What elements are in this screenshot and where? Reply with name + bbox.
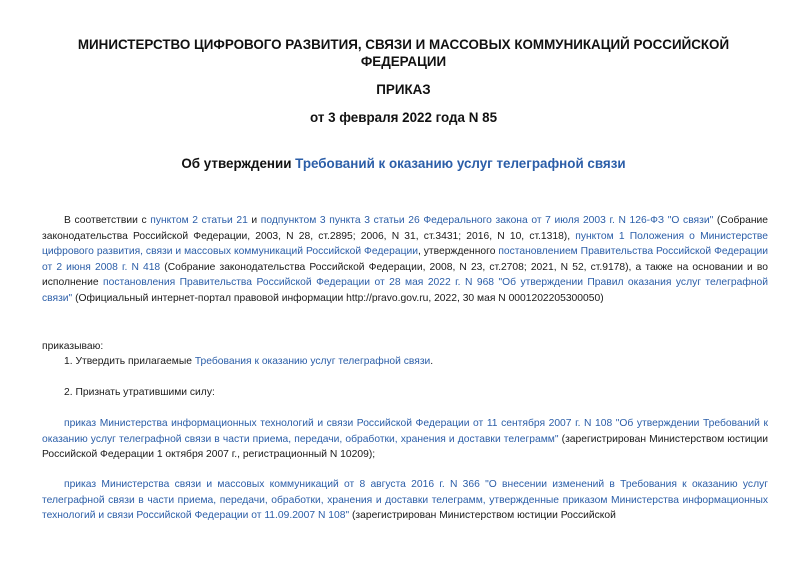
item-1-prefix: 1. Утвердить прилагаемые: [64, 356, 195, 367]
preamble-text: (Собрание законодательства Российской Федерации, 2008, N 23, ст.2708; 2021, N 52, ст.9178), а также на основании и во исполнение: [42, 261, 768, 288]
document-date: от 3 февраля 2022 года N 85: [309, 110, 498, 125]
ministry-title: МИНИСТЕРСТВО ЦИФРОВОГО РАЗВИТИЯ, СВЯЗИ И МАССОВЫХ КОММУНИКАЦИЙ РОССИЙСКОЙ ФЕДЕРАЦИИ: [77, 37, 730, 69]
preamble-paragraph: [42, 213, 768, 306]
government-decree-418-link[interactable]: постановлением Правительства Российской Федерации от 2 июня 2008 г. N 418: [42, 246, 768, 273]
preamble-text: В соответствии с: [64, 215, 151, 226]
government-decree-968-link[interactable]: постановления Правительства Российской Федерации от 28 мая 2022 г. N 968 "Об утверждении Правил оказания услуг телеграфной связи": [42, 277, 768, 304]
preamble-text: (Собрание законодательства Российской Федерации, 2003, N 28, ст.2895; 2006, N 31, ст.3431; 2016, N 10, ст.1318),: [42, 215, 768, 242]
item-2: 2. Признать утратившими силу:: [64, 387, 215, 398]
federal-law-link[interactable]: подпунктом 3 пункта 3 статьи 26 Федерального закона от 7 июля 2003 г. N 126-ФЗ "О связи": [260, 215, 714, 226]
repeal-item-2: [42, 477, 768, 524]
repeal-2-text: (зарегистрирован Министерством юстиции Российской: [349, 510, 616, 521]
document-type: ПРИКАЗ: [376, 82, 431, 97]
item-1-suffix: .: [430, 356, 434, 367]
orders-word: приказываю:: [42, 341, 104, 352]
item-1: [42, 354, 768, 370]
preamble-text: (Официальный интернет-портал правовой информации http://pravo.gov.ru, 2022, 30 мая N 0001202205300050): [72, 292, 604, 304]
subject-prefix: Об утверждении: [181, 156, 296, 171]
requirements-link[interactable]: Требования к оказанию услуг телеграфной связи: [194, 356, 431, 367]
order-108-link[interactable]: приказ Министерства информационных технологий и связи Российской Федерации от 11 сентября 2007 г. N 108 "Об утверждении Требований к оказанию услуг телеграфной связи в части приема, передачи, обработки, хранения и доставки телеграмм": [42, 418, 768, 445]
repeal-item-1: [42, 416, 768, 463]
ministry-regulation-link[interactable]: пунктом 1 Положения о Министерстве цифрового развития, связи и массовых коммуникаций Российской Федерации: [42, 230, 768, 257]
law-article-link[interactable]: пунктом 2 статьи 21: [150, 215, 248, 226]
subject-link[interactable]: Требований к оказанию услуг телеграфной связи: [295, 156, 626, 171]
document-subject: [0, 156, 807, 171]
preamble-text: , утвержденного: [417, 246, 499, 257]
preamble-text: и: [247, 215, 261, 226]
order-366-link[interactable]: приказ Министерства связи и массовых коммуникаций от 8 августа 2016 г. N 366 "О внесении изменений в Требования к оказанию услуг телеграфной связи в части приема, передачи, обработки, хранения и доставки телеграмм, утвержденные приказом Министерства информационных технологий и связи Российской Федерации от 11.09.2007 N 108": [42, 479, 768, 521]
repeal-1-text: (зарегистрирован Министерством юстиции Российской Федерации 1 октября 2007 г., регистрационный N 10209);: [42, 433, 768, 460]
